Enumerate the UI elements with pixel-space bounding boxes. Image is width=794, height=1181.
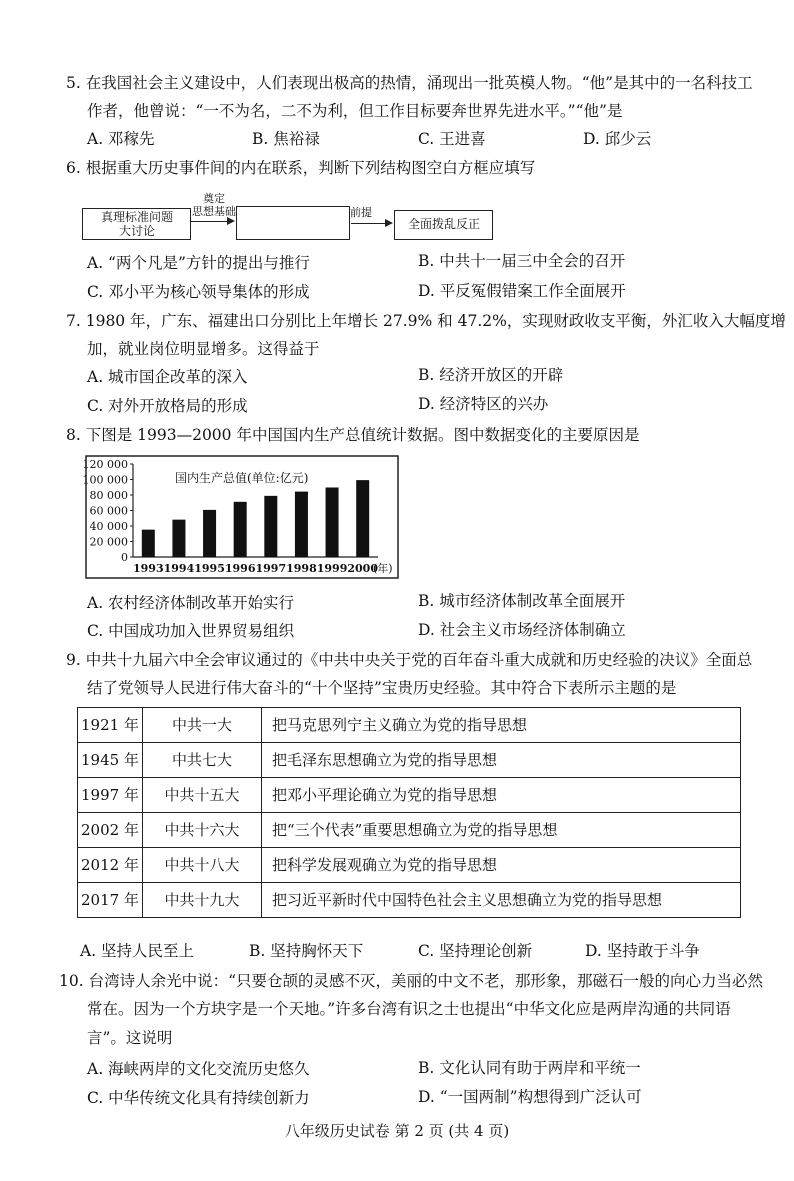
q10-option-b[interactable]: B. 文化认同有助于两岸和平统一 [418,1059,641,1077]
table-row [78,708,741,743]
q7-option-c[interactable]: C. 对外开放格局的形成 [87,397,248,415]
table-cell-year: 2017 年 [78,883,143,918]
x-tick-label: 1999 [316,562,348,575]
bar-1995 [203,510,216,557]
bar-1997 [264,496,277,557]
bar-2000 [356,480,369,557]
bar-1993 [142,530,155,557]
x-tick-label: 1998 [286,562,317,575]
q10-option-d[interactable]: D. “一国两制”构想得到广泛认可 [418,1088,642,1106]
y-tick-label: 60 000 [89,504,128,518]
q7-option-b[interactable]: B. 经济开放区的开辟 [418,366,564,384]
bar-1994 [172,520,185,557]
table-row [78,848,741,883]
bar-1996 [234,502,247,557]
q10-stem-line1: 10. 台湾诗人余光中说：“只要仓颉的灵感不灭，美丽的中文不老，那形象，那磁石一般的向心力当必然 [59,972,764,990]
table-cell-year: 2002 年 [78,813,143,848]
q10-option-c[interactable]: C. 中华传统文化具有持续创新力 [87,1089,310,1107]
q8-option-a[interactable]: A. 农村经济体制改革开始实行 [87,594,295,612]
q9-stem-line2: 结了党领导人民进行伟大奋斗的“十个坚持”宝贵历史经验。其中符合下表所示主题的是 [87,679,677,697]
q9-option-b[interactable]: B. 坚持胸怀天下 [249,942,364,960]
page-footer: 八年级历史试卷 第 2 页 (共 4 页) [284,1122,510,1140]
x-tick-label: 1994 [163,562,195,575]
q8-option-b[interactable]: B. 城市经济体制改革全面展开 [418,592,626,610]
diagram-arrow1-label-line1: 奠定 [203,192,225,205]
table-cell-content: 把邓小平理论确立为党的指导思想 [262,778,741,813]
diagram-box-rectification-label: 全面拨乱反正 [407,217,480,231]
table-cell-content: 把马克思列宁主义确立为党的指导思想 [262,708,741,743]
table-cell-year: 1997 年 [78,778,143,813]
party-congress-table [77,707,741,918]
table-cell-congress: 中共七大 [143,743,262,778]
q6-stem: 6. 根据重大历史事件间的内在联系，判断下列结构图空白方框应填写 [66,159,536,177]
table-cell-congress: 中共十八大 [143,848,262,883]
table-cell-congress: 中共十六大 [143,813,262,848]
diagram-arrow1-label-line2: 思想基础 [192,205,236,218]
q5-option-b[interactable]: B. 焦裕禄 [252,130,320,148]
q8-option-c[interactable]: C. 中国成功加入世界贸易组织 [87,622,295,640]
x-tick-label: 2000 [347,562,378,575]
chart-x-unit: (年) [373,562,393,575]
q10-option-a[interactable]: A. 海峡两岸的文化交流历史悠久 [87,1060,310,1078]
q10-stem-line2: 常在。因为一个方块字是一个天地。”许多台湾有识之士也提出“中华文化应是两岸沟通的共同语 [87,1000,731,1018]
bar-1998 [295,492,308,557]
y-tick-label: 20 000 [89,535,128,549]
table-row [78,883,741,918]
x-tick-label: 1996 [224,562,256,575]
y-tick-label: 100 000 [82,473,128,487]
table-cell-content: 把“三个代表”重要思想确立为党的指导思想 [262,813,741,848]
diagram-arrow2-label: 前提 [350,206,372,219]
diagram-box-truth-debate-line1: 真理标准问题 [100,210,173,224]
q5-stem-line2: 作者，他曾说：“一不为名，二不为利，但工作目标要奔世界先进水平。”“他”是 [87,102,623,120]
diagram-box-truth-debate-line2: 大讨论 [118,224,155,238]
y-tick-label: 40 000 [89,520,128,533]
table-row [78,743,741,778]
table-row [78,813,741,848]
table-cell-content: 把科学发展观确立为党的指导思想 [262,848,741,883]
bar-1999 [326,487,339,557]
y-tick-label: 80 000 [89,489,128,502]
q6-option-a[interactable]: A. “两个凡是”方针的提出与推行 [87,254,310,272]
table-cell-content: 把习近平新时代中国特色社会主义思想确立为党的指导思想 [262,883,741,918]
q9-stem-line1: 9. 中共十九届六中全会审议通过的《中共中央关于党的百年奋斗重大成就和历史经验的决议》全面总 [66,651,753,669]
q5-stem-line1: 5. 在我国社会主义建设中，人们表现出极高的热情，涌现出一批英模人物。“他”是其中的一名科技工 [66,74,753,92]
table-cell-year: 2012 年 [78,848,143,883]
q8-stem: 8. 下图是 1993—2000 年中国国内生产总值统计数据。图中数据变化的主要原因是 [66,426,640,444]
q7-stem-line2: 加，就业岗位明显增多。这得益于 [87,340,320,358]
table-cell-congress: 中共一大 [143,708,262,743]
q5-option-c[interactable]: C. 王进喜 [418,130,486,148]
q9-option-c[interactable]: C. 坚持理论创新 [418,942,533,960]
q7-option-a[interactable]: A. 城市国企改革的深入 [87,368,248,386]
q7-stem-line1: 7. 1980 年，广东、福建出口分别比上年增长 27.9% 和 47.2%，实现财政收支平衡，外汇收入大幅度增 [66,312,786,330]
table-cell-year: 1945 年 [78,743,143,778]
q10-stem-line3: 言”。这说明 [87,1029,173,1047]
y-tick-label: 120 000 [82,458,128,471]
q9-option-d[interactable]: D. 坚持敢于斗争 [585,942,700,960]
chart-title: 国内生产总值(单位:亿元) [175,471,309,485]
x-tick-label: 1997 [255,562,287,575]
q5-option-a[interactable]: A. 邓稼先 [87,130,155,148]
y-tick-label: 0 [121,551,128,564]
table-cell-content: 把毛泽东思想确立为党的指导思想 [262,743,741,778]
x-tick-label: 1993 [133,562,164,575]
q6-option-b[interactable]: B. 中共十一届三中全会的召开 [418,252,626,270]
q9-option-a[interactable]: A. 坚持人民至上 [80,942,195,960]
x-tick-label: 1995 [194,562,225,575]
q7-option-d[interactable]: D. 经济特区的兴办 [418,395,549,413]
q8-option-d[interactable]: D. 社会主义市场经济体制确立 [418,621,626,639]
q5-option-d[interactable]: D. 邱少云 [583,130,652,148]
table-cell-year: 1921 年 [78,708,143,743]
q6-option-d[interactable]: D. 平反冤假错案工作全面展开 [418,282,626,300]
table-row [78,778,741,813]
q6-option-c[interactable]: C. 邓小平为核心领导集体的形成 [87,283,310,301]
table-cell-congress: 中共十五大 [143,778,262,813]
table-cell-congress: 中共十九大 [143,883,262,918]
